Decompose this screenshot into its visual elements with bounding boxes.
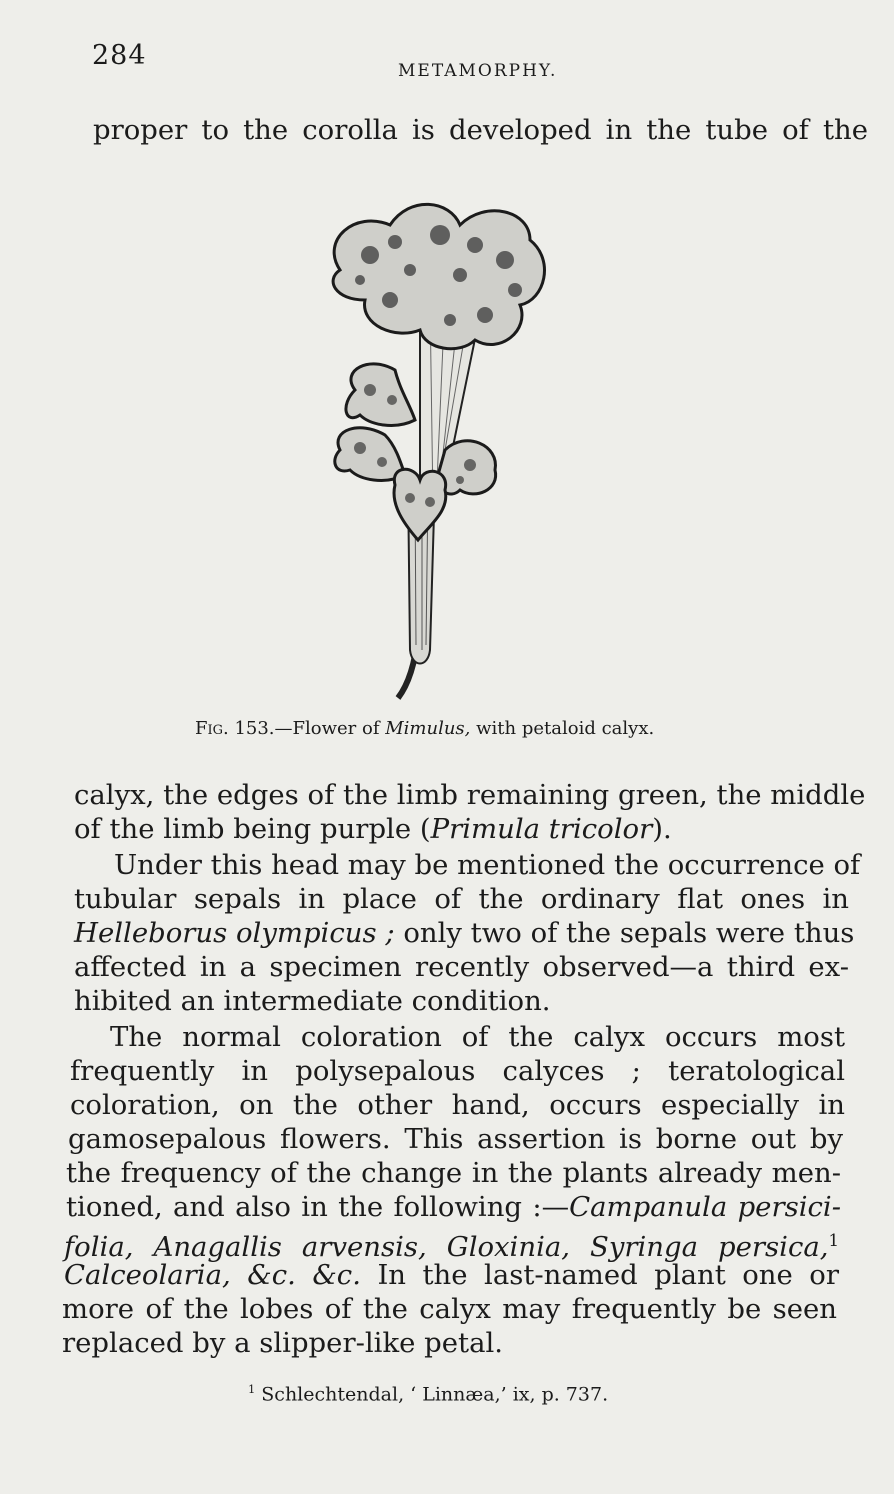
species-name: Helleborus olympicus ; [74,917,395,949]
species-name: Calceolaria, &c. &c. [64,1259,361,1291]
body-line: proper to the corolla is developed in the tube of the [93,114,868,146]
footnote-text: Schlechtendal, ‘ Linnæa,’ ix, p. 737. [255,1383,609,1406]
body-line: hibited an intermediate condition. [74,985,551,1017]
body-line: affected in a specimen recently observed—a third ex- [74,951,849,983]
body-line: gamosepalous flowers. This assertion is borne out by [68,1123,843,1155]
body-line: calyx, the edges of the limb remaining green, the middle [74,779,866,811]
body-line: tubular sepals in place of the ordinary flat ones in [74,883,849,915]
body-line: frequently in polysepalous calyces ; teratological [70,1055,845,1087]
body-line: replaced by a slipper-like petal. [62,1327,504,1359]
footnote-number: 1 [248,1382,256,1396]
footnote [248,1382,608,1405]
page-number: 284 [92,40,147,71]
caption-text-end: with petaloid calyx. [470,718,655,739]
species-list: folia, Anagallis arvensis, Gloxinia, Syringa persica, [64,1231,829,1264]
body-line: Under this head may be mentioned the occurrence of [114,849,861,881]
body-line: Calceolaria, &c. &c. In the last-named plant one or [64,1259,839,1291]
figure-caption [195,718,740,739]
species-name: Primula tricolor [430,813,653,845]
mimulus-flower-illustration [300,180,560,705]
species-name: Campanula persici- [569,1191,841,1223]
caption-genus: Mimulus, [385,718,471,739]
body-line: the frequency of the change in the plants already men- [66,1157,841,1189]
figure-label: Fig. 153. [195,718,275,739]
caption-text: —Flower of [274,718,386,739]
body-line: tioned, and also in the following :—Campanula persici- [66,1191,841,1223]
body-line: of the limb being purple (Primula tricolor). [74,813,672,845]
body-line: The normal coloration of the calyx occurs most [110,1021,845,1053]
body-line: more of the lobes of the calyx may frequently be seen [62,1293,837,1325]
body-line: Helleborus olympicus ; only two of the sepals were thus [74,917,855,949]
footnote-marker: 1 [828,1231,839,1250]
running-title: METAMORPHY. [398,61,558,81]
body-line: coloration, on the other hand, occurs especially in [70,1089,845,1121]
